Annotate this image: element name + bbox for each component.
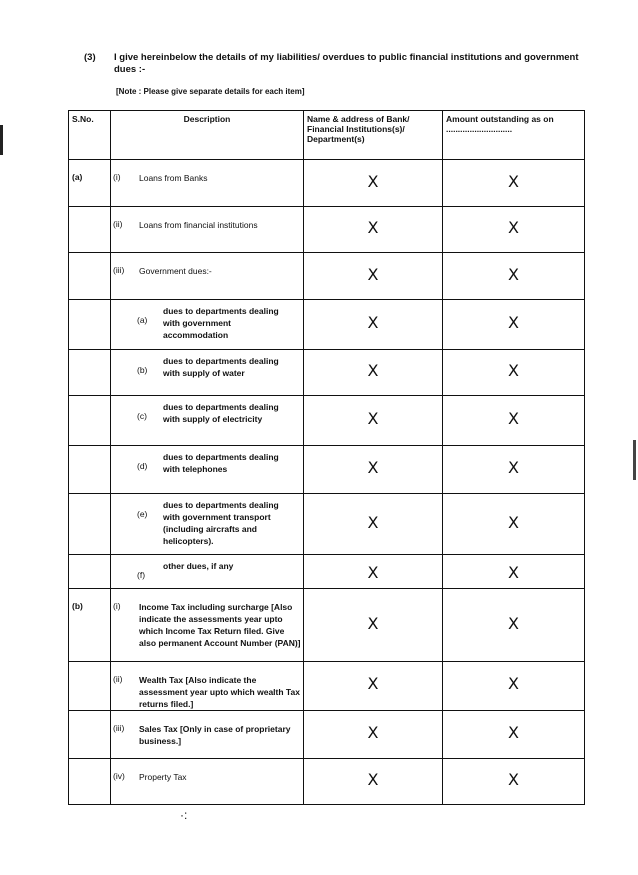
liabilities-table [68, 110, 585, 805]
row-sno-text [69, 446, 110, 458]
row-description-text: Wealth Tax [Also indicate the assessment year upto which wealth Tax returns filed.] [139, 675, 300, 709]
row-sno [69, 494, 111, 555]
row-description-text: other dues, if any [163, 561, 234, 571]
table-row [69, 446, 585, 494]
table-row [69, 350, 585, 396]
row-description [111, 711, 304, 759]
row-amount-outstanding [443, 207, 585, 253]
section-number: (3) [84, 52, 96, 63]
row-description [111, 555, 304, 589]
row-description-text: dues to departments dealing with supply of electricity [163, 402, 279, 424]
row-amount-outstanding [443, 711, 585, 759]
row-sno [69, 207, 111, 253]
table-row [69, 396, 585, 446]
row-name-address [304, 555, 443, 589]
row-name-address [304, 494, 443, 555]
row-amount-outstanding [443, 160, 585, 207]
row-name-address [304, 207, 443, 253]
row-name-address [304, 589, 443, 662]
row-description-text: dues to departments dealing with government accommodation [163, 306, 279, 340]
row-name-address [304, 711, 443, 759]
row-description [111, 446, 304, 494]
row-amount-outstanding [443, 253, 585, 300]
row-amount-outstanding [443, 350, 585, 396]
row-description [111, 759, 304, 805]
row-description-text: Government dues:- [139, 266, 212, 276]
row-sno [69, 160, 111, 207]
table-row [69, 662, 585, 711]
row-letter: (f) [137, 570, 146, 580]
row-name-address [304, 759, 443, 805]
row-amount-outstanding [443, 300, 585, 350]
row-name-address [304, 446, 443, 494]
row-roman-numeral: (i) [113, 172, 121, 182]
row-sno-text [69, 300, 110, 312]
row-sno [69, 446, 111, 494]
scan-edge-artifact [0, 125, 3, 155]
handwritten-cross-mark: X [508, 409, 519, 428]
row-sno [69, 555, 111, 589]
row-description-text: Loans from financial institutions [139, 220, 258, 230]
row-roman-numeral: (ii) [113, 219, 123, 229]
table-row [69, 711, 585, 759]
stray-mark: ·: [180, 808, 188, 822]
row-description [111, 160, 304, 207]
header-description: Description [111, 111, 304, 160]
row-sno [69, 300, 111, 350]
row-amount-outstanding [443, 759, 585, 805]
row-sno-text [69, 207, 110, 219]
handwritten-cross-mark: X [508, 361, 519, 380]
row-sno-text [69, 555, 110, 567]
row-sno-text [69, 494, 110, 506]
table-row [69, 589, 585, 662]
row-amount-outstanding [443, 396, 585, 446]
row-letter: (e) [137, 509, 148, 519]
row-letter: (b) [137, 365, 148, 375]
header-name-address: Name & address of Bank/ Financial Institutions(s)/ Department(s) [304, 111, 443, 160]
table-row [69, 494, 585, 555]
row-description-text: dues to departments dealing with supply of water [163, 356, 279, 378]
handwritten-cross-mark: X [508, 723, 519, 742]
row-description [111, 589, 304, 662]
row-sno [69, 662, 111, 711]
row-description [111, 662, 304, 711]
handwritten-cross-mark: X [367, 512, 379, 532]
row-sno [69, 253, 111, 300]
row-description [111, 300, 304, 350]
row-roman-numeral: (ii) [113, 674, 123, 684]
handwritten-cross-mark: X [367, 674, 379, 693]
row-sno-text [69, 759, 110, 771]
table-row [69, 300, 585, 350]
table-row [69, 207, 585, 253]
row-sno-text [69, 711, 110, 723]
row-amount-outstanding [443, 662, 585, 711]
handwritten-cross-mark: X [367, 613, 379, 633]
table-row [69, 160, 585, 207]
row-sno-text [69, 253, 110, 265]
row-name-address [304, 350, 443, 396]
row-letter: (d) [137, 461, 148, 471]
row-roman-numeral: (iii) [113, 265, 125, 275]
table-row [69, 555, 585, 589]
row-roman-numeral: (iv) [113, 771, 125, 781]
handwritten-cross-mark: X [508, 458, 519, 477]
row-name-address [304, 396, 443, 446]
handwritten-cross-mark: X [367, 563, 379, 582]
row-amount-outstanding [443, 446, 585, 494]
row-sno-text: (b) [72, 601, 83, 611]
row-name-address [304, 300, 443, 350]
row-description-text: Loans from Banks [139, 173, 208, 183]
row-description [111, 207, 304, 253]
row-description-text: dues to departments dealing with telephones [163, 452, 279, 474]
row-sno [69, 350, 111, 396]
table-row [69, 759, 585, 805]
header-amount-outstanding: Amount outstanding as on ............................ [443, 111, 585, 160]
row-letter: (a) [137, 315, 148, 325]
row-description-text: dues to departments dealing with government transport (including aircrafts and helicopters). [163, 500, 279, 546]
row-amount-outstanding [443, 589, 585, 662]
header-sno: S.No. [69, 111, 111, 160]
handwritten-cross-mark: X [508, 264, 519, 284]
handwritten-cross-mark: X [508, 218, 519, 237]
handwritten-cross-mark: X [367, 723, 379, 742]
row-amount-outstanding [443, 494, 585, 555]
handwritten-cross-mark: X [508, 313, 519, 332]
row-amount-outstanding [443, 555, 585, 589]
scan-edge-artifact [633, 440, 636, 480]
row-description-text: Income Tax including surcharge [Also indicate the assessments year upto which Income Tax Return filed. Give also permanent Account Number (PAN)] [139, 602, 301, 648]
row-description [111, 350, 304, 396]
row-roman-numeral: (iii) [113, 723, 125, 733]
handwritten-cross-mark: X [508, 563, 519, 582]
row-letter: (c) [137, 411, 147, 421]
handwritten-cross-mark: X [508, 770, 519, 789]
row-sno-text: (a) [72, 172, 83, 182]
row-sno-text [69, 396, 110, 408]
table-row [69, 253, 585, 300]
row-name-address [304, 253, 443, 300]
row-sno [69, 759, 111, 805]
handwritten-cross-mark: X [367, 361, 379, 380]
row-description [111, 396, 304, 446]
row-sno [69, 396, 111, 446]
handwritten-cross-mark: X [508, 512, 519, 532]
row-sno [69, 711, 111, 759]
row-roman-numeral: (i) [113, 601, 121, 611]
section-heading-text: I give hereinbelow the details of my liabilities/ overdues to public financial institutions and government dues :- [114, 52, 579, 75]
row-sno-text [69, 662, 110, 674]
handwritten-cross-mark: X [367, 458, 379, 477]
handwritten-cross-mark: X [508, 171, 519, 191]
handwritten-cross-mark: X [367, 313, 379, 332]
handwritten-cross-mark: X [367, 264, 379, 284]
row-sno [69, 589, 111, 662]
row-name-address [304, 160, 443, 207]
handwritten-cross-mark: X [367, 171, 379, 191]
table-header-row [69, 111, 585, 160]
row-description-text: Sales Tax [Only in case of proprietary business.] [139, 724, 291, 746]
instruction-note: [Note : Please give separate details for each item] [116, 87, 305, 96]
handwritten-cross-mark: X [367, 218, 379, 237]
handwritten-cross-mark: X [508, 674, 519, 693]
handwritten-cross-mark: X [367, 770, 379, 789]
row-sno-text [69, 350, 110, 362]
handwritten-cross-mark: X [367, 409, 379, 428]
row-name-address [304, 662, 443, 711]
handwritten-cross-mark: X [508, 613, 519, 633]
row-description-text: Property Tax [139, 772, 187, 782]
row-description [111, 253, 304, 300]
row-description [111, 494, 304, 555]
